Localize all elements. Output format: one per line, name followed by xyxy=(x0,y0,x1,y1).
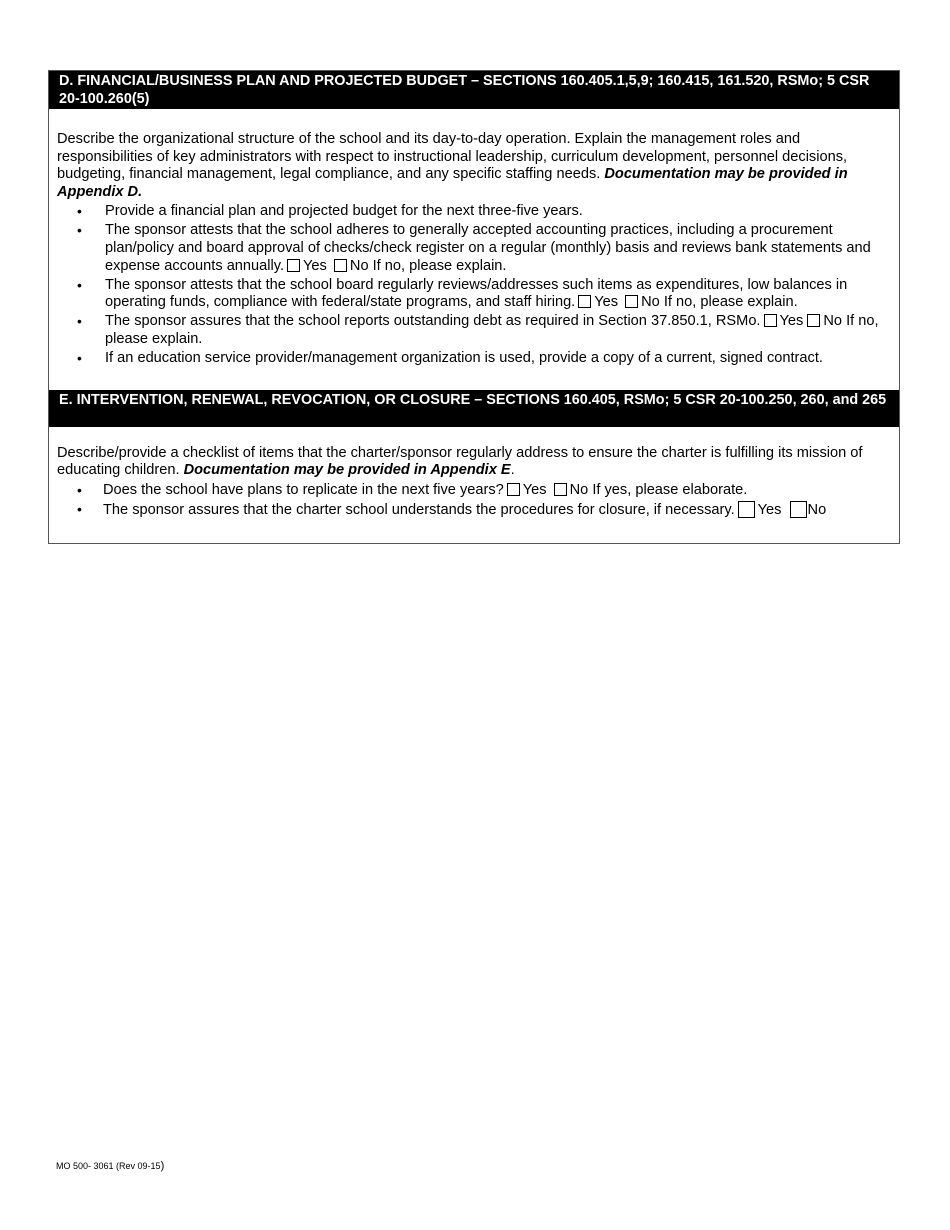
checkbox-d3-yes[interactable] xyxy=(578,295,591,308)
list-item xyxy=(49,482,899,500)
form-footer xyxy=(56,1160,164,1172)
section-d-intro xyxy=(49,131,899,202)
checkbox-e1-yes[interactable] xyxy=(507,483,520,496)
checkbox-d4-yes-label: Yes xyxy=(779,313,804,330)
checkbox-e2-no[interactable] xyxy=(790,501,807,518)
section-e-bullet-list xyxy=(49,482,899,520)
section-e-bullet-1-text: Does the school have plans to replicate in the next five years? xyxy=(103,481,504,498)
section-d-bullet-2-text: The sponsor attests that the school adheres to generally accepted accounting practices, including a procurement plan/policy and board approval of checks/check register on a regular (monthly) basis and reviews bank statements and expense accounts annually. xyxy=(105,222,871,274)
bullet-icon: • xyxy=(77,203,82,220)
checkbox-d4-yes[interactable] xyxy=(764,314,777,327)
bullet-icon: • xyxy=(77,222,82,239)
section-e-intro-text: Describe/provide a checklist of items that the charter/sponsor regularly address to ensure the charter is fulfilling its mission of educating children. xyxy=(57,444,863,479)
list-item xyxy=(49,222,899,275)
checkbox-e1-yes-label: Yes xyxy=(522,481,547,498)
checkbox-e1-no[interactable] xyxy=(554,483,567,496)
list-item xyxy=(49,277,899,312)
list-item xyxy=(49,313,899,348)
checkbox-d3-no[interactable] xyxy=(625,295,638,308)
bullet-icon: • xyxy=(77,276,82,293)
section-d-bullet-5-text: If an education service provider/management organization is used, provide a copy of a current, signed contract. xyxy=(105,349,823,366)
bullet-icon: • xyxy=(77,313,82,330)
section-d-bullet-3-text: The sponsor attests that the school board regularly reviews/addresses such items as expenditures, low balances in operating funds, compliance with federal/state programs, and staff hiring. xyxy=(105,276,848,311)
bullet-icon: • xyxy=(77,481,82,498)
list-item xyxy=(49,203,899,221)
checkbox-d2-yes[interactable] xyxy=(287,259,300,272)
checkbox-d2-no-label: No If no, please explain. xyxy=(349,257,507,274)
checkbox-d3-yes-label: Yes xyxy=(594,294,619,311)
checkbox-e2-yes[interactable] xyxy=(738,501,755,518)
checkbox-d2-no[interactable] xyxy=(334,259,347,272)
checkbox-d4-no[interactable] xyxy=(807,314,820,327)
list-item xyxy=(49,501,899,520)
checkbox-d3-no-label: No If no, please explain. xyxy=(641,294,798,311)
form-id-end: ) xyxy=(160,1160,165,1172)
form-id: MO 500- 3061 (Rev 09-15 xyxy=(56,1161,161,1171)
section-e-bullet-2-text: The sponsor assures that the charter school understands the procedures for closure, if necessary. xyxy=(103,501,735,518)
checkbox-d2-yes-label: Yes xyxy=(303,257,327,274)
checkbox-e2-no-label: No xyxy=(807,501,827,518)
section-e-intro-end: . xyxy=(510,462,515,479)
checkbox-d4-no-label: No If no, please explain. xyxy=(105,313,879,347)
section-d-bullet-4-text: The sponsor assures that the school reports outstanding debt as required in Section 37.850.1, RSMo. xyxy=(105,313,761,330)
section-d-header: D. FINANCIAL/BUSINESS PLAN AND PROJECTED BUDGET – SECTIONS 160.405.1,5,9; 160.415, 161.520, RSMo; 5 CSR 20-100.260(5) xyxy=(49,71,899,109)
section-e-intro xyxy=(49,445,899,480)
section-d-intro-text: Describe the organizational structure of the school and its day-to-day operation. Explain the management roles and responsibilities of key administrators with respect to instructional leadership, curriculum development, personnel decisions, budgeting, financial management, legal compliance, and any specific staffing needs. xyxy=(57,131,848,183)
checkbox-e2-yes-label: Yes xyxy=(757,501,782,518)
section-e-header: E. INTERVENTION, RENEWAL, REVOCATION, OR CLOSURE – SECTIONS 160.405, RSMo; 5 CSR 20-100.250, 260, and 265 xyxy=(49,390,899,427)
section-e-intro-emphasis: Documentation may be provided in Appendix E xyxy=(183,462,511,479)
section-d-intro-emphasis: Documentation may be provided in Appendix D. xyxy=(57,166,848,201)
list-item xyxy=(49,350,899,368)
section-d-bullet-1-text: Provide a financial plan and projected budget for the next three-five years. xyxy=(105,203,583,220)
form-section-box xyxy=(48,70,900,544)
section-d-bullet-list xyxy=(49,203,899,368)
checkbox-e1-no-label: No If yes, please elaborate. xyxy=(569,481,748,498)
bullet-icon: • xyxy=(77,349,82,366)
bullet-icon: • xyxy=(77,500,82,517)
